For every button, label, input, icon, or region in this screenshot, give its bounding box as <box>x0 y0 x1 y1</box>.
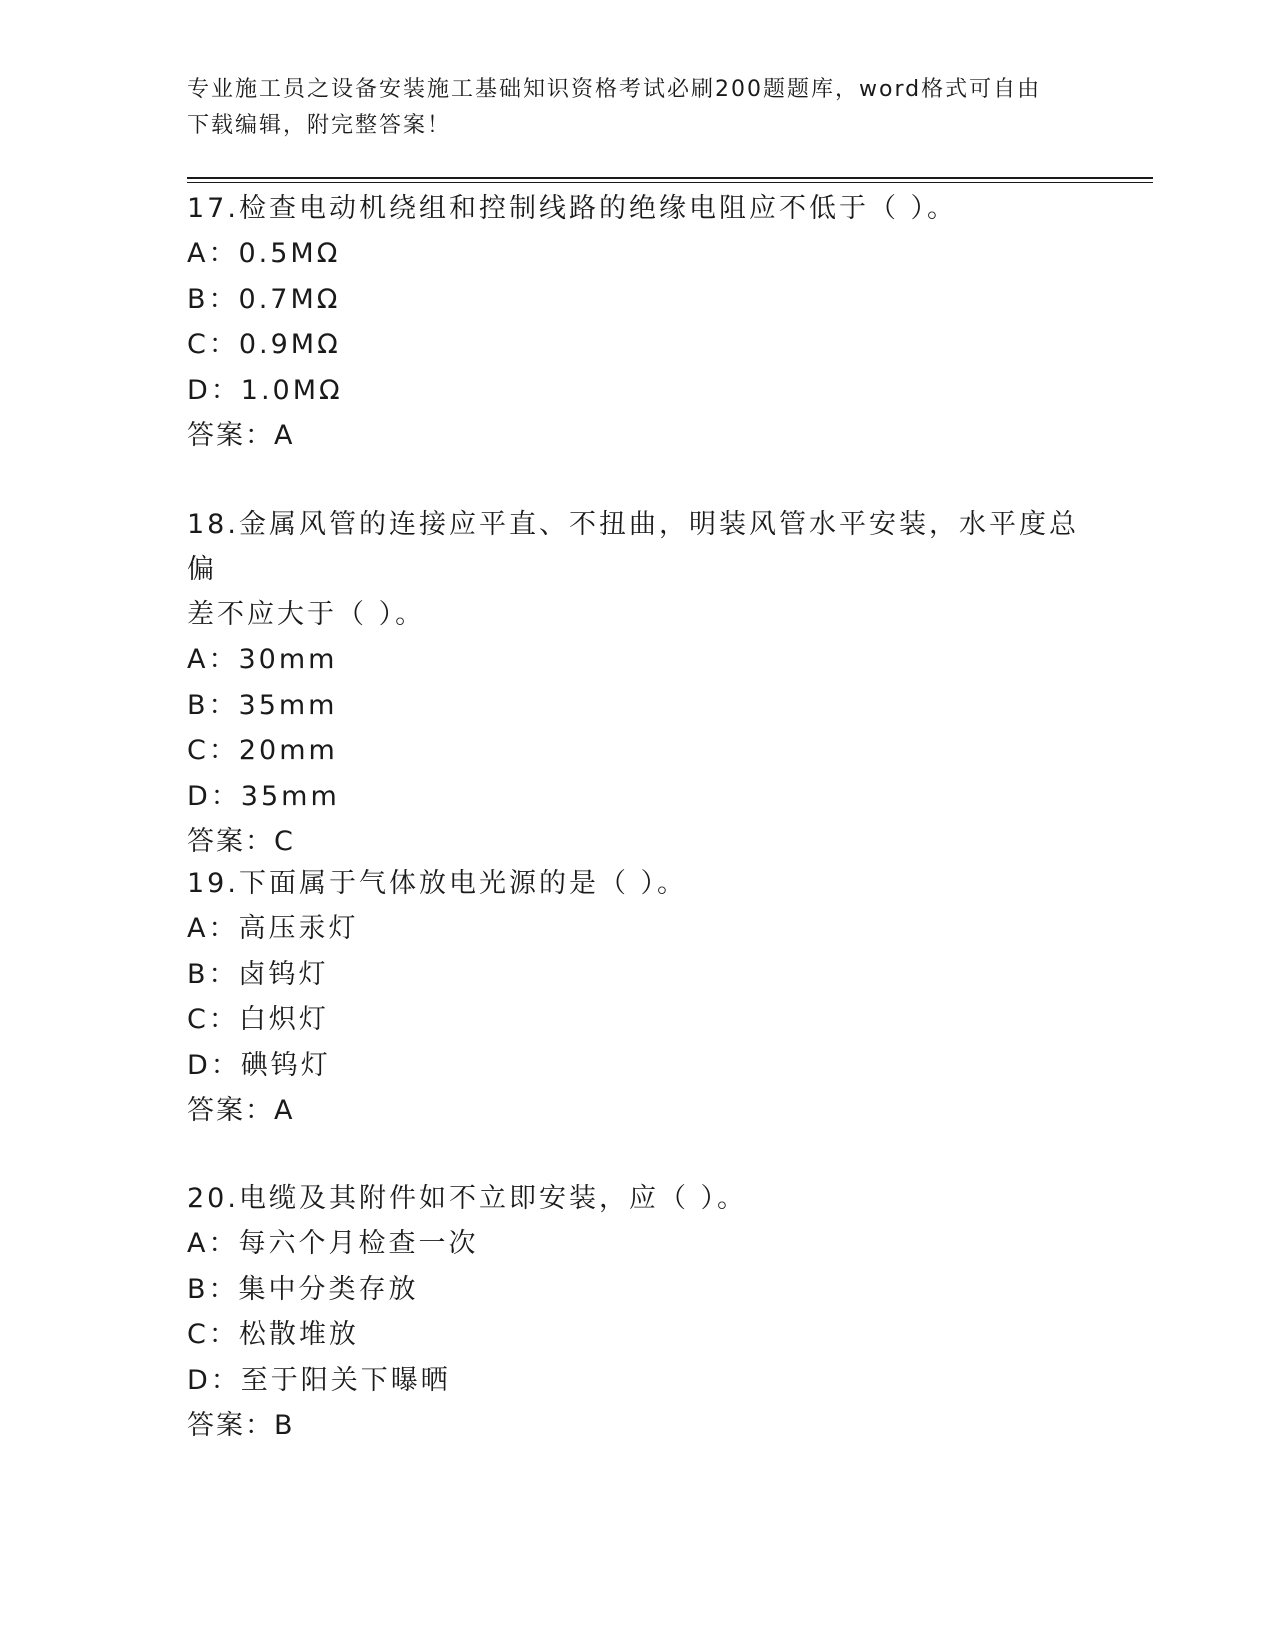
option-d: D：1.0MΩ <box>187 374 343 406</box>
option-c: C：松散堆放 <box>187 1319 359 1350</box>
option-b: B：35mm <box>187 689 338 721</box>
question-text: 19.下面属于气体放电光源的是（ ）。 <box>187 868 688 899</box>
answer-line: 答案：A <box>187 1095 295 1126</box>
option-d: D：35mm <box>187 780 340 812</box>
option-d: D：至于阳关下曝晒 <box>187 1364 451 1396</box>
question-text-line-1: 18.金属风管的连接应平直、不扭曲，明装风管水平安装，水平度总偏 <box>187 509 1079 585</box>
option-c: C：0.9MΩ <box>187 329 341 360</box>
option-b: B：卤钨灯 <box>187 958 329 990</box>
option-a: A：30mm <box>187 644 338 675</box>
header-rule-thick <box>187 177 1153 179</box>
answer-line: 答案：A <box>187 420 295 451</box>
answer-line: 答案：B <box>187 1410 295 1441</box>
answer-line: 答案：C <box>187 826 295 857</box>
question-17 <box>187 186 1087 459</box>
option-d: D：碘钨灯 <box>187 1049 331 1081</box>
question-20 <box>187 1176 1087 1449</box>
option-c: C：白炽灯 <box>187 1004 329 1035</box>
option-b: B：集中分类存放 <box>187 1273 419 1305</box>
option-a: A：高压汞灯 <box>187 913 359 944</box>
document-header <box>187 72 1067 144</box>
header-line-1: 专业施工员之设备安装施工基础知识资格考试必刷200题题库，word格式可自由 <box>187 77 1042 102</box>
header-rule-thin <box>187 182 1153 183</box>
option-b: B：0.7MΩ <box>187 283 341 315</box>
option-a: A：每六个月检查一次 <box>187 1228 479 1259</box>
question-19 <box>187 861 1087 1134</box>
question-18 <box>187 502 1087 865</box>
option-a: A：0.5MΩ <box>187 238 341 269</box>
question-text-line-2: 差不应大于（ ）。 <box>187 599 426 630</box>
question-text: 17.检查电动机绕组和控制线路的绝缘电阻应不低于（ ）。 <box>187 193 958 224</box>
option-c: C：20mm <box>187 735 338 766</box>
question-text: 20.电缆及其附件如不立即安装，应（ ）。 <box>187 1183 748 1214</box>
header-line-2: 下载编辑，附完整答案！ <box>187 113 452 138</box>
